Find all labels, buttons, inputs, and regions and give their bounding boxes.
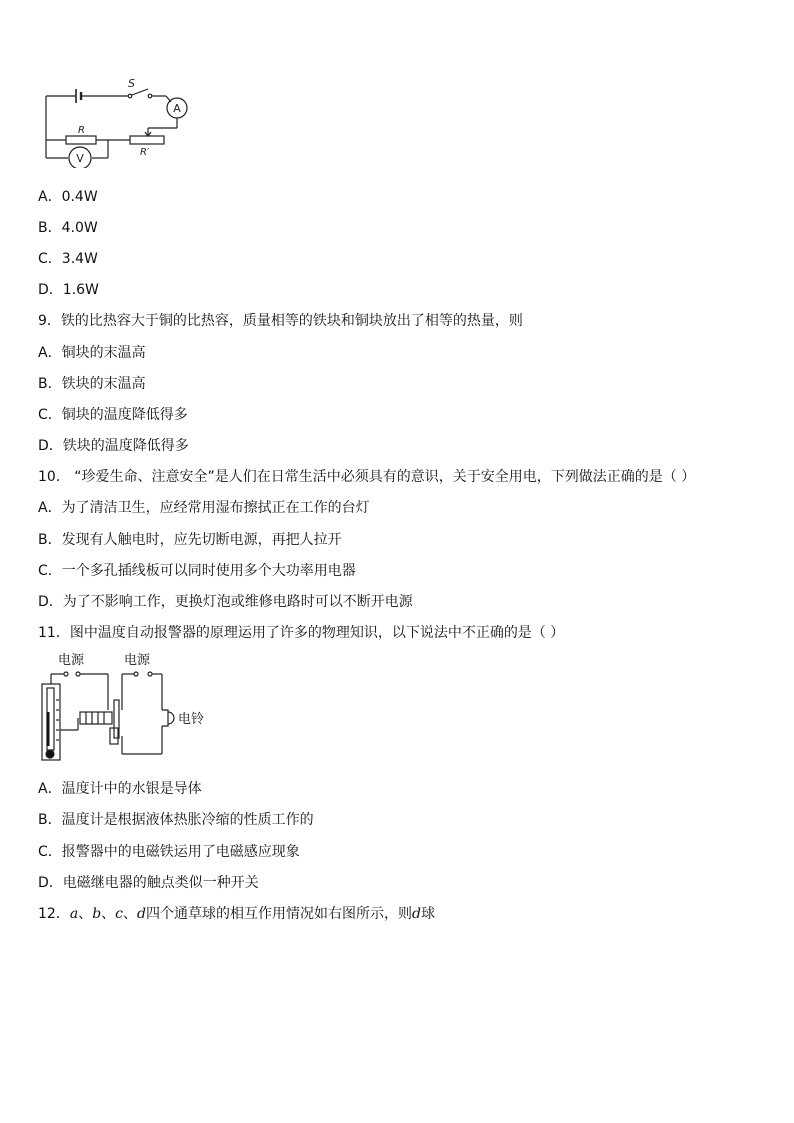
q11-stem: 11．图中温度自动报警器的原理运用了许多的物理知识，以下说法中不正确的是（ ） [38, 625, 565, 641]
temperature-alarm-diagram [38, 650, 218, 770]
q8-option-a: A．0.4W [38, 189, 98, 205]
ammeter-label: A [173, 102, 181, 115]
switch-label: S [128, 77, 135, 90]
q11-option-c: C．报警器中的电磁铁运用了电磁感应现象 [38, 844, 300, 860]
q10-option-a: A．为了清洁卫生，应经常用湿布擦拭正在工作的台灯 [38, 500, 370, 516]
rheostat-label: R′ [140, 147, 150, 158]
power-right-label: 电源 [124, 653, 151, 668]
q10-stem: 10． “珍爱生命、注意安全”是人们在日常生活中必须具有的意识，关于安全用电，下列做法正确的是（ ） [38, 469, 696, 485]
bell-label: 电铃 [178, 712, 205, 727]
q8-option-d: D．1.6W [38, 282, 99, 298]
q8-option-b: B．4.0W [38, 220, 98, 236]
q9-option-a: A．铜块的末温高 [38, 345, 146, 361]
resistor-label: R [78, 125, 85, 136]
q9-option-c: C．铜块的温度降低得多 [38, 407, 188, 423]
q9-option-d: D．铁块的温度降低得多 [38, 438, 189, 454]
q10-option-b: B．发现有人触电时，应先切断电源，再把人拉开 [38, 532, 342, 548]
power-left-label: 电源 [58, 653, 85, 668]
q10-option-c: C．一个多孔插线板可以同时使用多个大功率用电器 [38, 563, 356, 579]
q11-option-a: A．温度计中的水银是导体 [38, 781, 202, 797]
q9-option-b: B．铁块的末温高 [38, 376, 146, 392]
q11-option-d: D．电磁继电器的触点类似一种开关 [38, 875, 259, 891]
q9-stem: 9．铁的比热容大于铜的比热容，质量相等的铁块和铜块放出了相等的热量，则 [38, 313, 523, 329]
q12-stem: 12．a、b、c、d四个通草球的相互作用情况如右图所示，则d球 [38, 906, 435, 922]
circuit-diagram [40, 72, 200, 168]
q8-option-c: C．3.4W [38, 251, 98, 267]
voltmeter-label: V [76, 152, 84, 165]
q11-option-b: B．温度计是根据液体热胀冷缩的性质工作的 [38, 812, 314, 828]
q10-option-d: D．为了不影响工作，更换灯泡或维修电路时可以不断开电源 [38, 594, 413, 610]
